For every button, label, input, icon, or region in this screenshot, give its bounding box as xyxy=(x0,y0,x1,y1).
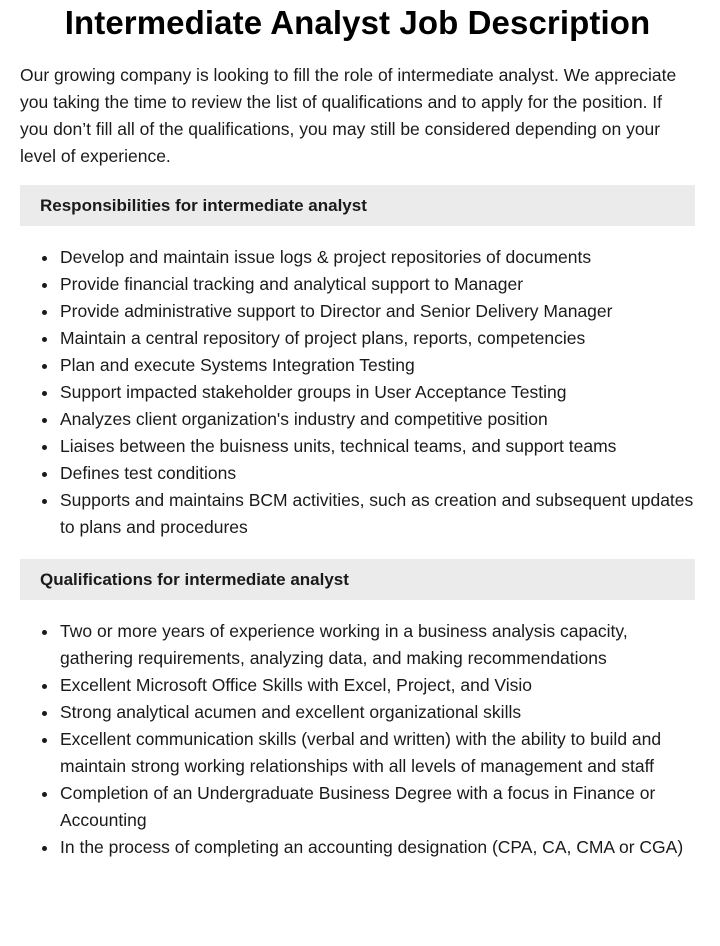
list-item: Support impacted stakeholder groups in User Acceptance Testing xyxy=(60,379,695,406)
list-item: Maintain a central repository of project plans, reports, competencies xyxy=(60,325,695,352)
list-item: Excellent communication skills (verbal and written) with the ability to build and maintain strong working relationships with all levels of management and staff xyxy=(60,726,695,780)
list-item: In the process of completing an accounting designation (CPA, CA, CMA or CGA) xyxy=(60,834,695,861)
qualifications-list xyxy=(20,618,695,861)
list-item: Develop and maintain issue logs & project repositories of documents xyxy=(60,244,695,271)
qualifications-header: Qualifications for intermediate analyst xyxy=(20,559,695,600)
list-item: Completion of an Undergraduate Business Degree with a focus in Finance or Accounting xyxy=(60,780,695,834)
list-item: Strong analytical acumen and excellent organizational skills xyxy=(60,699,695,726)
list-item: Provide financial tracking and analytical support to Manager xyxy=(60,271,695,298)
responsibilities-header: Responsibilities for intermediate analyst xyxy=(20,185,695,226)
list-item: Two or more years of experience working in a business analysis capacity, gathering requirements, analyzing data, and making recommendations xyxy=(60,618,695,672)
list-item: Supports and maintains BCM activities, such as creation and subsequent updates to plans and procedures xyxy=(60,487,695,541)
list-item: Provide administrative support to Director and Senior Delivery Manager xyxy=(60,298,695,325)
page-title: Intermediate Analyst Job Description xyxy=(64,4,651,41)
list-item: Plan and execute Systems Integration Testing xyxy=(60,352,695,379)
list-item: Analyzes client organization's industry and competitive position xyxy=(60,406,695,433)
list-item: Excellent Microsoft Office Skills with Excel, Project, and Visio xyxy=(60,672,695,699)
list-item: Defines test conditions xyxy=(60,460,695,487)
responsibilities-list xyxy=(20,244,695,541)
list-item: Liaises between the buisness units, technical teams, and support teams xyxy=(60,433,695,460)
intro-paragraph: Our growing company is looking to fill the role of intermediate analyst. We appreciate you taking the time to review the list of qualifications and to apply for the position. If you don’t fill all of the qualifications, you may still be considered depending on your level of experience. xyxy=(20,65,677,166)
